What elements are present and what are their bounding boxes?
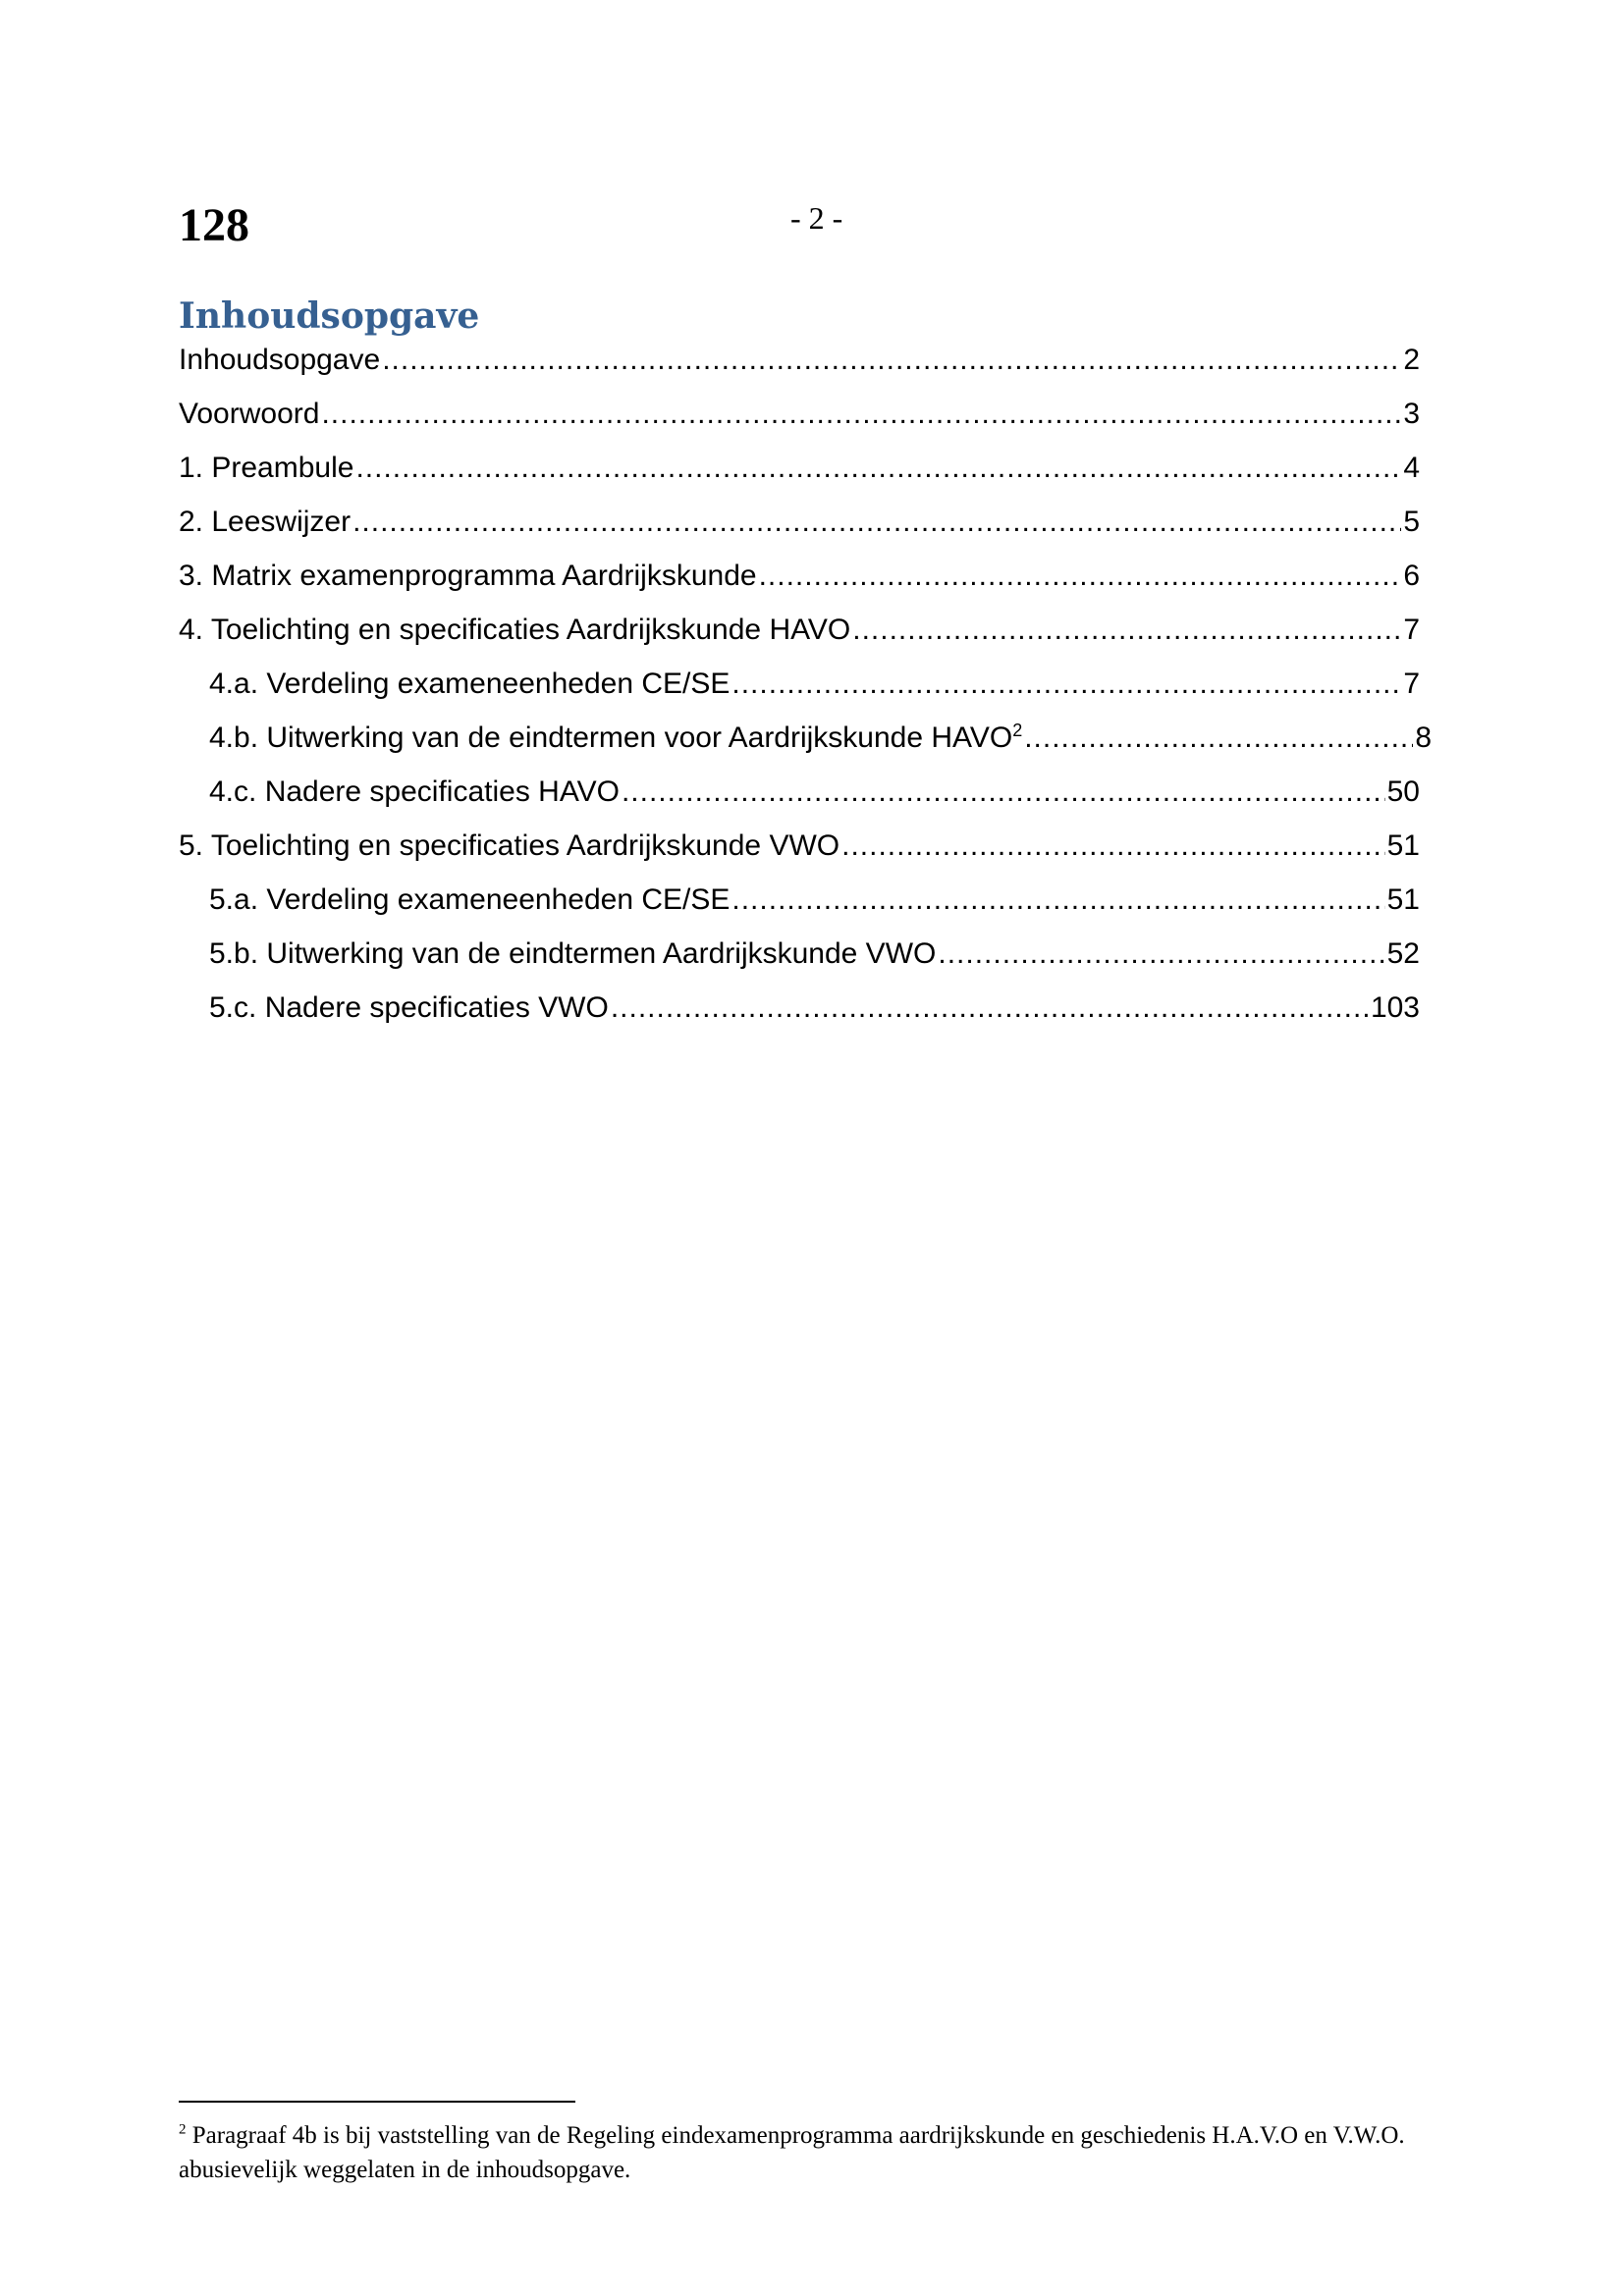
toc-entry-label-text: 4.b. Uitwerking van de eindtermen voor Aardrijkskunde HAVO [209,721,1013,754]
toc-entry-label: 5. Toelichting en specificaties Aardrijkskunde VWO [179,829,840,862]
toc-dot-leader [759,557,1402,596]
footnote [179,2118,1475,2187]
toc-dot-leader [841,827,1385,866]
toc-dot-leader [938,934,1384,974]
toc-entry-page: 6 [1403,560,1420,592]
toc-entry-matrix[interactable] [179,557,1420,596]
footnote-reference[interactable]: 2 [1012,721,1023,740]
toc-entry-label: 2. Leeswijzer [179,506,352,538]
toc-dot-leader [382,341,1401,380]
toc-entry-label: Voorwoord [179,398,320,430]
toc-entry-uitwerking-havo[interactable] [209,719,1432,758]
toc-entry-page: 7 [1403,667,1420,700]
toc-entry-verdeling-havo[interactable] [209,665,1420,704]
toc-entry-label [209,719,1022,758]
toc-entry-page: 3 [1403,398,1420,430]
toc-entry-page: 8 [1415,721,1432,754]
toc-entry-page: 7 [1403,614,1420,646]
toc-entry-label: 5.a. Verdeling exameneenheden CE/SE [209,883,731,916]
toc-heading: Inhoudsopgave [179,295,480,337]
toc-entry-label: 5.c. Nadere specificaties VWO [209,991,609,1024]
toc-dot-leader [622,773,1385,812]
toc-entry-label: 4. Toelichting en specificaties Aardrijkskunde HAVO [179,614,851,646]
toc-entry-voorwoord[interactable] [179,395,1420,434]
toc-entry-label: 4.c. Nadere specificaties HAVO [209,775,620,808]
toc-entry-label: 3. Matrix examenprogramma Aardrijkskunde [179,560,757,592]
toc-dot-leader [1024,719,1413,758]
toc-entry-leeswijzer[interactable] [179,503,1420,542]
toc-entry-page: 2 [1403,344,1420,376]
toc-entry-label: 1. Preambule [179,452,354,484]
page-number-large: 128 [179,199,249,251]
toc-entry-nadere-vwo[interactable] [209,988,1420,1028]
toc-entry-label: Inhoudsopgave [179,344,381,376]
toc-entry-nadere-havo[interactable] [209,773,1420,812]
toc-dot-leader [731,665,1401,704]
toc-entry-page: 51 [1386,883,1420,916]
toc-entry-page: 103 [1370,991,1420,1024]
toc-dot-leader [731,881,1384,920]
toc-entry-inhoudsopgave[interactable] [179,341,1420,380]
toc-entry-toelichting-vwo[interactable] [179,827,1420,866]
toc-dot-leader [352,503,1401,542]
toc-dot-leader [355,449,1401,488]
toc-entry-label: 4.a. Verdeling exameneenheden CE/SE [209,667,731,700]
toc-entry-page: 51 [1386,829,1420,862]
toc-entry-page: 52 [1386,937,1420,970]
toc-entry-label: 5.b. Uitwerking van de eindtermen Aardrijkskunde VWO [209,937,937,970]
footnote-marker: 2 [179,2121,187,2138]
toc-entry-page: 50 [1386,775,1420,808]
toc-entry-toelichting-havo[interactable] [179,611,1420,650]
toc-dot-leader [611,988,1369,1028]
footnote-separator [179,2101,575,2103]
toc-entry-verdeling-vwo[interactable] [209,881,1420,920]
toc-entry-uitwerking-vwo[interactable] [209,934,1420,974]
footnote-text: Paragraaf 4b is bij vaststelling van de Regeling eindexamenprogramma aardrijkskunde en geschiedenis H.A.V.O en V.W.O. abusievelijk weggelaten in de inhoudsopgave. [179,2122,1405,2183]
toc-dot-leader [321,395,1401,434]
toc-entry-preambule[interactable] [179,449,1420,488]
page-number-centered: - 2 - [790,200,843,236]
toc-entry-page: 5 [1403,506,1420,538]
toc-dot-leader [852,611,1401,650]
toc-entry-page: 4 [1403,452,1420,484]
